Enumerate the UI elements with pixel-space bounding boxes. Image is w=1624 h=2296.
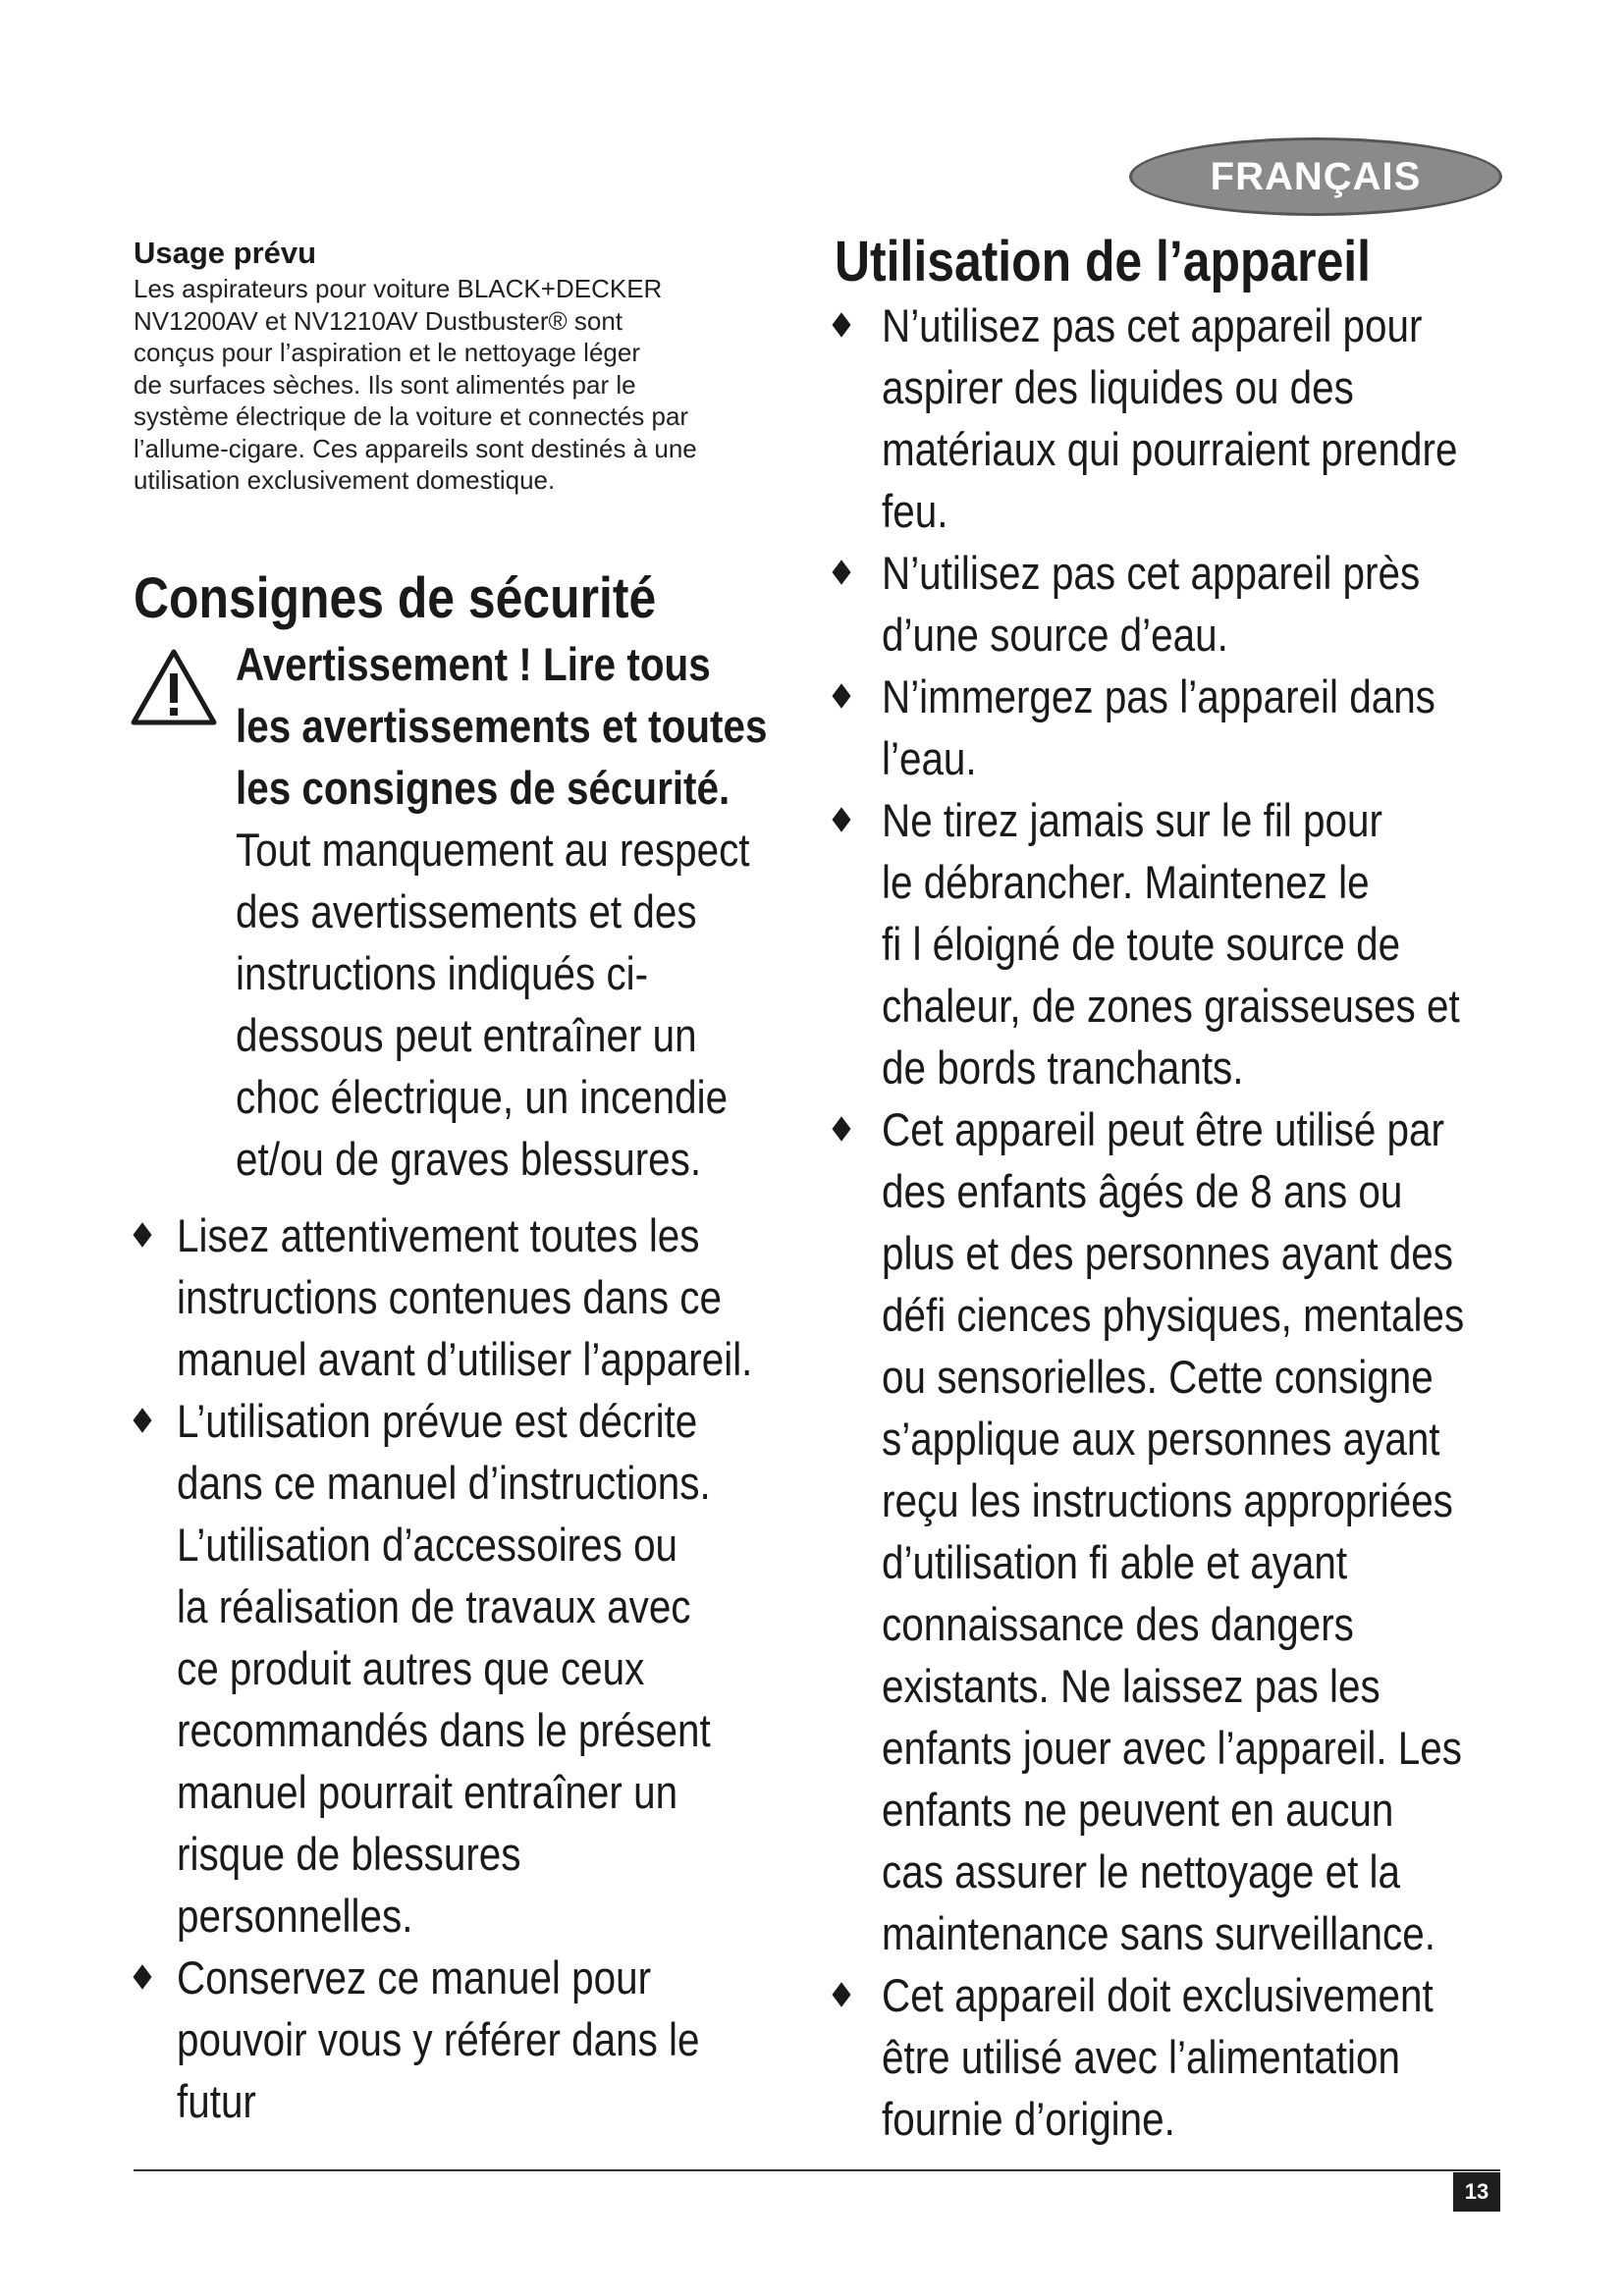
text-line: dans ce manuel d’instructions. [177,1457,711,1509]
bullet-text [177,1204,768,1390]
diamond-bullet-icon [133,1408,151,1432]
usage-bullet-list [882,294,1589,2150]
bullet-item [177,1204,864,1390]
text-line: futur [177,2075,256,2127]
text-line: Avertissement ! Lire tous [236,638,711,690]
footer-divider [134,2169,1500,2171]
diamond-bullet-icon [832,560,850,584]
text-line: NV1200AV et NV1210AV Dustbuster® sont [134,305,623,336]
text-line: de surfaces sèches. Ils sont alimentés par le [134,369,636,400]
text-line: être utilisé avec l’alimentation [882,2031,1400,2083]
text-line: risque de blessures personnelles. [177,1828,521,1942]
text-line: instructions contenues dans ce [177,1271,722,1323]
bullet-text [882,542,1489,666]
text-line: Lisez attentivement toutes les [177,1209,700,1261]
text-line: enfants ne peuvent en aucun [882,1784,1394,1836]
text-line: manuel avant d’utiliser l’appareil. [177,1333,753,1385]
text-line: enfants jouer avec l’appareil. Les [882,1722,1462,1774]
text-line: dessous peut entraîner un [236,1009,697,1061]
warning-triangle-icon [130,648,218,726]
safety-title: Consignes de sécurité [134,566,657,630]
bullet-item [882,1964,1589,2150]
bullet-item [177,1390,864,1947]
text-line: de bords tranchants. [882,1041,1244,1094]
text-line: Cet appareil peut être utilisé par [882,1103,1444,1155]
text-line: fi l éloigné de toute source de [882,918,1401,970]
text-line: recommandés dans le présent [177,1704,711,1756]
text-line: N’utilisez pas cet appareil près [882,547,1421,599]
text-line: N’immergez pas l’appareil dans [882,670,1435,722]
text-line: manuel pourrait entraîner un [177,1766,678,1818]
text-line: chaleur, de zones graisseuses et [882,980,1460,1032]
text-line: N’utilisez pas cet appareil pour [882,299,1423,351]
bullet-text [882,294,1489,542]
bullet-item [882,1098,1589,1964]
diamond-bullet-icon [832,1116,850,1141]
language-tab: FRANÇAIS [1129,137,1502,216]
text-line: la réalisation de travaux avec [177,1580,691,1632]
text-line: ce produit autres que ceux [177,1642,645,1694]
text-line: les consignes de sécurité. [236,762,731,814]
text-line: Tout manquement au respect [236,824,750,876]
text-line: matériaux qui pourraient prendre [882,423,1458,475]
diamond-bullet-icon [133,1964,151,1989]
text-line: connaissance des dangers [882,1598,1354,1650]
text-line: feu. [882,485,948,537]
intended-use-text [134,273,801,497]
text-line: système électrique de la voiture et connectés par [134,401,689,431]
text-line: et/ou de graves blessures. [236,1133,702,1185]
text-line: conçus pour l’aspiration et le nettoyage léger [134,338,640,367]
page-number: 13 [1453,2172,1500,2212]
text-line: Conservez ce manuel pour [177,1951,652,2003]
warning-block [236,633,827,1190]
bullet-text [882,1964,1489,2150]
text-line: reçu les instructions appropriées [882,1474,1453,1526]
bullet-item [882,666,1589,789]
text-line: Ne tirez jamais sur le fil pour [882,794,1382,846]
intended-use-title: Usage prévu [134,236,317,270]
text-line: des enfants âgés de 8 ans ou [882,1165,1403,1217]
text-line: utilisation exclusivement domestique. [134,465,556,495]
bullet-text [882,789,1489,1098]
text-line: choc électrique, un incendie [236,1071,729,1123]
text-line: l’allume-cigare. Ces appareils sont destinés à une [134,433,697,463]
text-line: des avertissements et des [236,885,697,937]
usage-title: Utilisation de l’appareil [835,230,1372,294]
diamond-bullet-icon [832,807,850,831]
bullet-item [177,1947,864,2132]
text-line: le débrancher. Maintenez le [882,856,1370,908]
text-line: l’eau. [882,732,977,784]
text-line: cas assurer le nettoyage et la [882,1845,1401,1897]
text-line: d’une source d’eau. [882,609,1228,661]
text-line: défi ciences physiques, mentales [882,1289,1465,1341]
bullet-text [177,1947,768,2132]
text-line: Cet appareil doit exclusivement [882,1969,1434,2021]
text-line: pouvoir vous y référer dans le [177,2013,700,2065]
warning-text [236,819,827,1190]
bullet-item [882,789,1589,1098]
text-line: L’utilisation d’accessoires ou [177,1519,678,1571]
text-line: d’utilisation fi able et ayant [882,1536,1348,1588]
text-line: aspirer des liquides ou des [882,361,1354,413]
text-line: fournie d’origine. [882,2093,1175,2145]
bullet-item [882,542,1589,666]
text-line: instructions indiqués ci- [236,947,649,999]
text-line: existants. Ne laissez pas les [882,1660,1380,1712]
bullet-text [177,1390,768,1947]
text-line: maintenance sans surveillance. [882,1907,1435,1959]
safety-bullet-list [177,1204,864,2132]
text-line: ou sensorielles. Cette consigne [882,1351,1434,1403]
text-line: plus et des personnes ayant des [882,1227,1453,1279]
bullet-text [882,666,1489,789]
text-line: s’applique aux personnes ayant [882,1413,1440,1465]
diamond-bullet-icon [832,312,850,337]
text-line: Les aspirateurs pour voiture BLACK+DECKER [134,274,663,303]
bullet-item [882,294,1589,542]
diamond-bullet-icon [832,683,850,708]
warning-heading [236,633,827,819]
diamond-bullet-icon [133,1222,151,1247]
text-line: L’utilisation prévue est décrite [177,1395,698,1447]
text-line: les avertissements et toutes [236,700,768,752]
bullet-text [882,1098,1489,1964]
